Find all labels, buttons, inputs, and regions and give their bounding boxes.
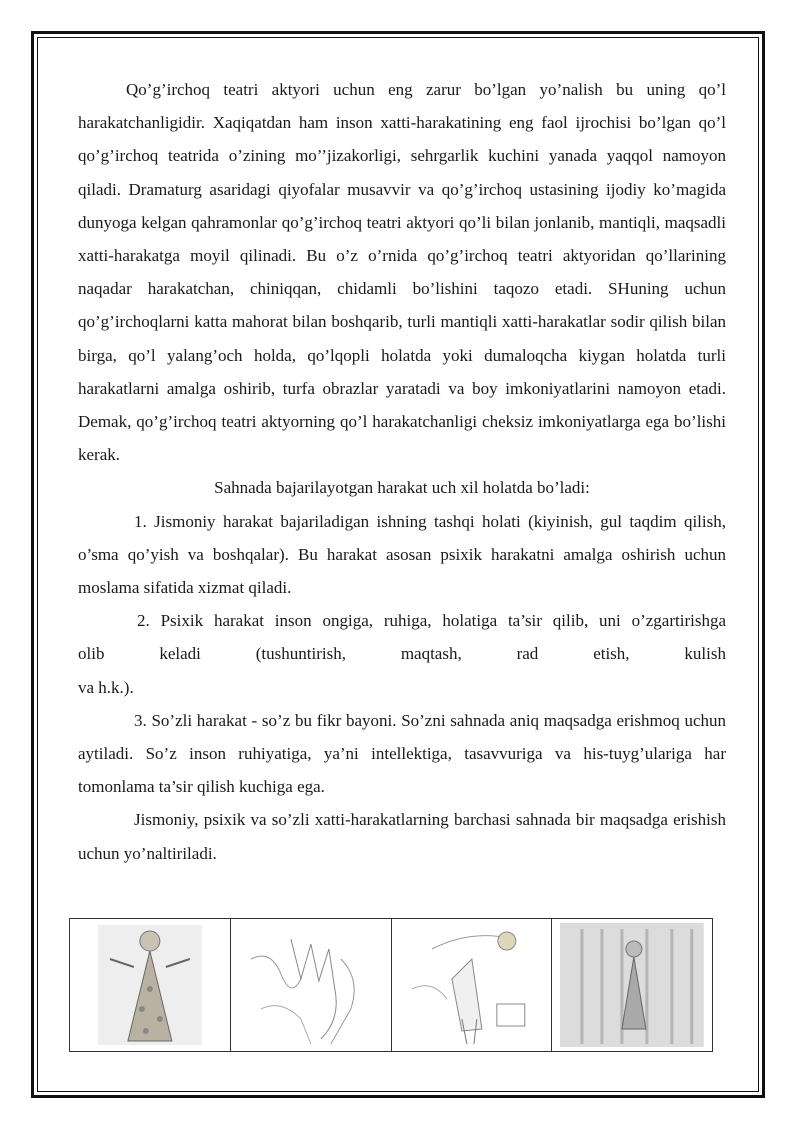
image-hand-puppet-scene [392, 919, 553, 1051]
document-body [78, 73, 726, 870]
image-puppet-doll [70, 919, 231, 1051]
list-item-psychic-line3: va h.k.). [78, 677, 134, 697]
list-item-physical: 1. Jismoniy harakat bajariladigan ishning tashqi holati (kiyinish, gul taqdim qilish, o’sma qo’yish va boshqalar). Bu harakat asosan psixik harakatni amalga oshirish uchun moslama sifatida xizmat qiladi. [78, 511, 726, 598]
list-item-verbal: 3. So’zli harakat - so’z bu fikr bayoni. So’zni sahnada aniq maqsadga erishmoq uchun aytiladi. So’z inson ruhiyatiga, ya’ni intellektiga, tasavvuriga va his-tuyg’ulariga har tomonlama ta’sir qilish kuchiga ega. [78, 710, 726, 797]
list-item-psychic-line2: olib keladi (tushuntirish, maqtash, rad etish, kulish [78, 644, 726, 664]
image-hands-sketch [231, 919, 392, 1051]
paragraph-closing: Jismoniy, psixik va so’zli xatti-harakatlarning barchasi sahnada bir maqsadga erishish uchun yo’naltiriladi. [78, 810, 726, 863]
image-puppet-figure [552, 919, 712, 1051]
illustration-gallery [69, 918, 713, 1052]
paragraph-intro: Qo’g’irchoq teatri aktyori uchun eng zarur bo’lgan yo’nalish bu uning qo’l harakatchanligidir. Xaqiqatdan ham inson xatti-harakatining eng faol ijrochisi bo’lgan qo’l qo’g’irchoq teatrida o’zining mo’’jizakorligi, sehrgarlik kuchini yanada yaqqol namoyon qiladi. Dramaturg asaridagi qiyofalar musavvir va qo’g’irchoq ustasining ijodiy ko’magida dunyoga kelgan qahramonlar qo’g’irchoq teatri aktyori qo’li bilan jonlanib, mantiqli, maqsadli xatti-harakatga moyil qilinadi. Bu o’z o’rnida qo’g’irchoq teatri aktyoridan qo’llarining naqadar harakatchan, chiniqqan, chidamli bo’lishini taqozo etadi. SHuning uchun qo’g’irchoqlarni katta mahorat bilan boshqarib, turli mantiqli xatti-harakatlar sodir qilish bilan birga, qo’l yalang’och holda, qo’lqopli holatda yoki dumaloqcha kiygan holatda turli harakatlarni amalga oshirib, turfa obrazlar yaratadi va boy imkoniyatlarini namoyon etadi. Demak, qo’g’irchoq teatri aktyorning qo’l harakatchanligi cheksiz imkoniyatlarga ega bo’lishi kerak. [78, 80, 726, 465]
section-heading: Sahnada bajarilayotgan harakat uch xil holatda bo’ladi: [214, 478, 590, 498]
list-item-psychic-line1: 2. Psixik harakat inson ongiga, ruhiga, holatiga ta’sir qilib, uni o’zgartirishga [137, 611, 726, 631]
